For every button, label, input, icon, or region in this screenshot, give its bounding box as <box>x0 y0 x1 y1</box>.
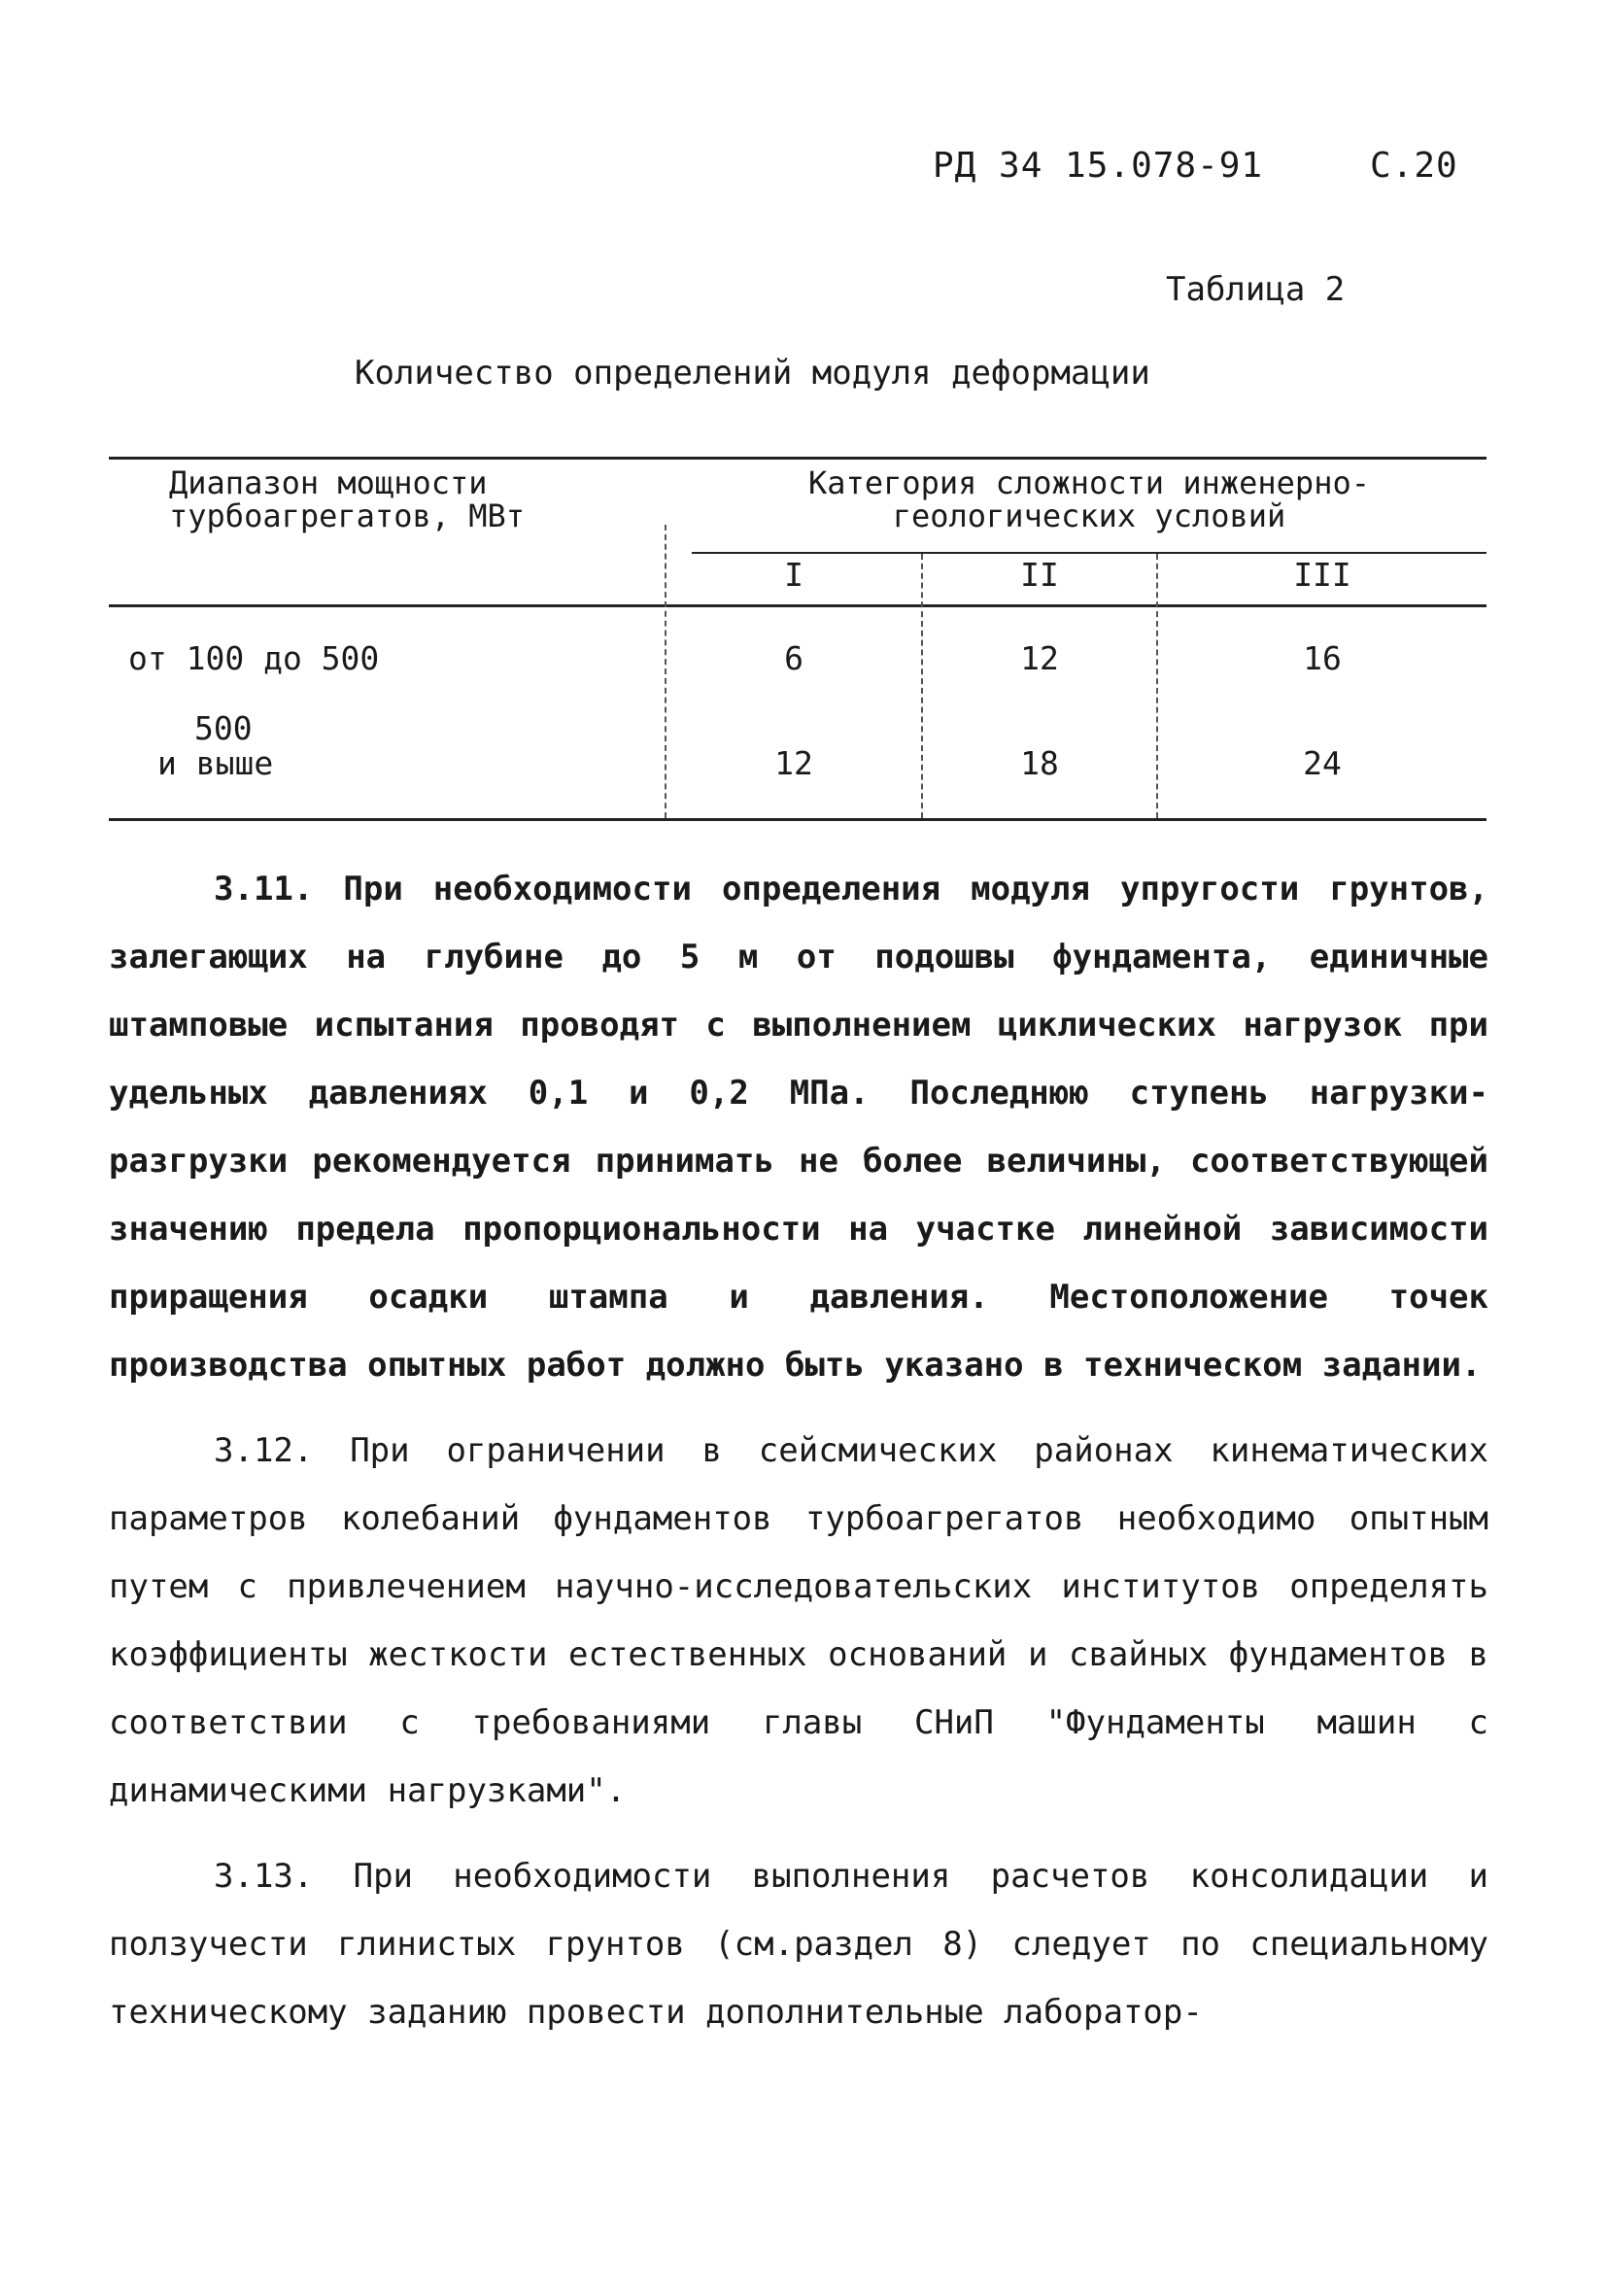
document-body <box>109 855 1488 2064</box>
category-header-i: I <box>784 556 803 594</box>
value-cell: 12 <box>774 744 813 782</box>
value-cell: 16 <box>1303 639 1342 677</box>
table-bottom-rule <box>109 818 1486 821</box>
value-cell: 18 <box>1020 744 1059 782</box>
category-group-header: Категория сложности инженерно- геологических условий <box>808 464 1370 534</box>
category-header-iii: III <box>1293 556 1351 594</box>
value-cell: 6 <box>784 639 803 677</box>
value-cell: 12 <box>1020 639 1059 677</box>
deformation-modulus-table <box>109 457 1486 826</box>
document-code: РД 34 15.078-91 <box>933 146 1264 186</box>
paragraph-3-13: 3.13. При необходимости выполнения расчетов консолидации и ползучести глинистых грунтов (см.раздел 8) следует по специальному техническому заданию провести дополнительные лаборатор- <box>109 1857 1488 2032</box>
paragraph-3-12: 3.12. При ограничении в сейсмических районах кинематических параметров колебаний фундаментов турбоагрегатов необходимо опытным путем с привлечением научно-исследовательских институтов определять коэффициенты жесткости естественных оснований и свайных фундаментов в соответствии с требованиями главы СНиП "Фундаменты машин с динамическими нагрузками". <box>109 1431 1488 1810</box>
page-number: С.20 <box>1370 146 1458 186</box>
category-header-ii: II <box>1020 556 1059 594</box>
paragraph-3-11: 3.11. При необходимости определения модуля упругости грунтов, залегающих на глубине до 5 м от подошвы фундамента, единичные штамповые испытания проводят с выполнением циклических нагрузок при удельных давлениях 0,1 и 0,2 МПа. Последнюю ступень нагрузки-разгрузки рекомендуется принимать не более величины, соответствующей значению предела пропорциональности на участке линейной зависимости приращения осадки штампа и давления. Местоположение точек производства опытных работ должно быть указано в техническом задании. <box>109 870 1488 1385</box>
table-top-rule <box>109 457 1486 460</box>
range-cell: от 100 до 500 <box>128 639 380 677</box>
range-cell: 500 и выше <box>157 709 274 782</box>
category-rule <box>692 552 1486 554</box>
page-header <box>933 146 1477 186</box>
header-bottom-rule <box>109 604 1486 607</box>
table-label: Таблица 2 <box>1166 270 1346 309</box>
table-title: Количество определений модуля деформации <box>355 354 1150 393</box>
range-column-header: Диапазон мощности турбоагрегатов, МВт <box>169 464 526 534</box>
value-cell: 24 <box>1303 744 1342 782</box>
